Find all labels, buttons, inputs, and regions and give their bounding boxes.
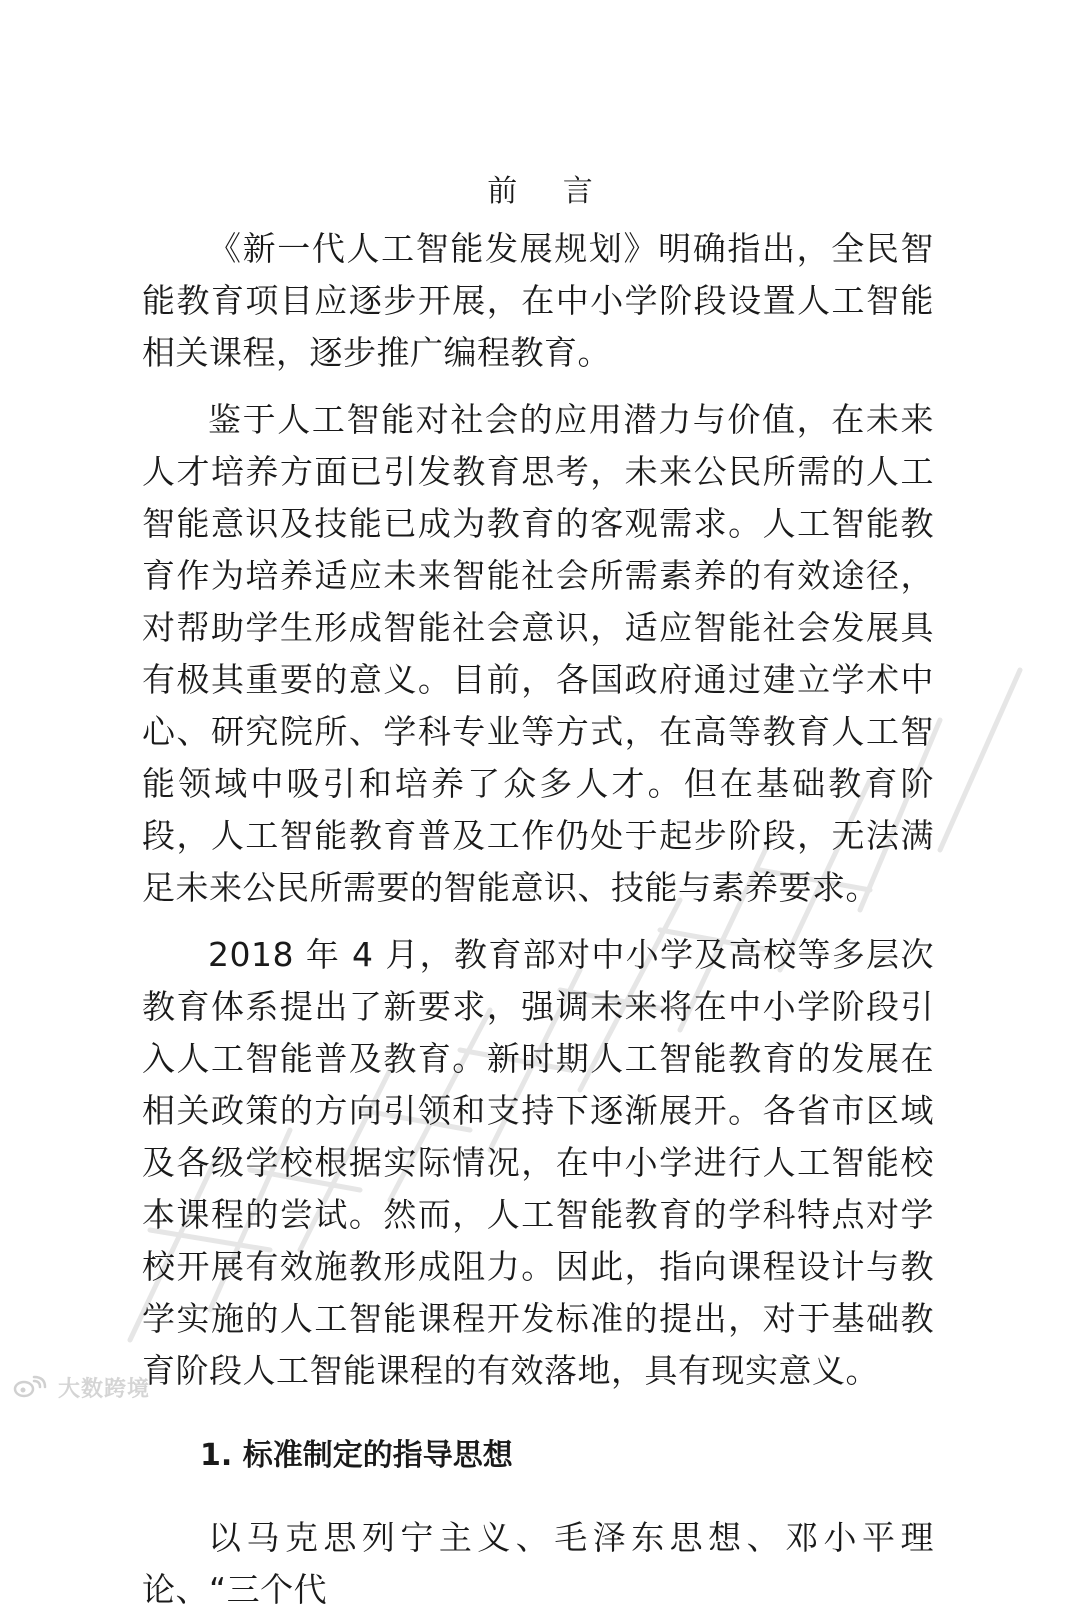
document-body — [142, 223, 934, 1616]
watermark-text: 大数跨境 — [58, 1376, 151, 1402]
paragraph-1: 《新一代人工智能发展规划》明确指出，全民智能教育项目应逐步开展，在中小学阶段设置人工智能相关课程，逐步推广编程教育。 — [142, 229, 934, 372]
weibo-style-logo-icon — [12, 1375, 52, 1399]
document-title: 前 言 — [487, 174, 611, 209]
paragraph-2: 鉴于人工智能对社会的应用潜力与价值，在未来人才培养方面已引发教育思考，未来公民所需的人工智能意识及技能已成为教育的客观需求。人工智能教育作为培养适应未来智能社会所需素养的有效途径，对帮助学生形成智能社会意识，适应智能社会发展具有极其重要的意义。目前，各国政府通过建立学术中心、研究院所、学科专业等方式，在高等教育人工智能领域中吸引和培养了众多人才。但在基础教育阶段，人工智能教育普及工作仍处于起步阶段，无法满足未来公民所需要的智能意识、技能与素养要求。 — [142, 400, 934, 907]
source-watermark-logo — [12, 1373, 150, 1401]
paragraph-3: 2018 年 4 月，教育部对中小学及高校等多层次教育体系提出了新要求，强调未来将在中小学阶段引入人工智能普及教育。新时期人工智能教育的发展在相关政策的方向引领和支持下逐渐展开。各省市区域及各级学校根据实际情况，在中小学进行人工智能校本课程的尝试。然而，人工智能教育的学科特点对学校开展有效施教形成阻力。因此，指向课程设计与教学实施的人工智能课程开发标准的提出，对于基础教育阶段人工智能课程的有效落地，具有现实意义。 — [142, 935, 934, 1390]
section-heading: 1. 标准制定的指导思想 — [200, 1438, 513, 1473]
paragraph-4: 以马克思列宁主义、毛泽东思想、邓小平理论、“三个代 — [142, 1518, 934, 1609]
